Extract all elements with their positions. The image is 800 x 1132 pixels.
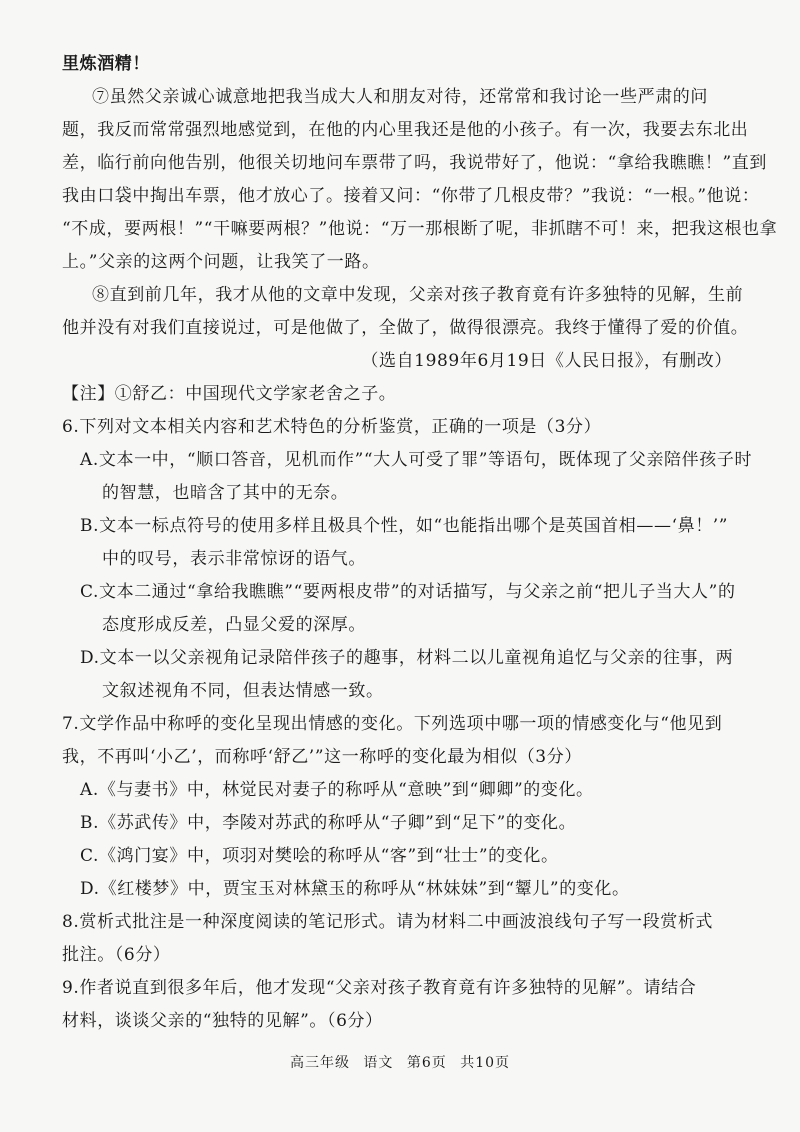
question-stem: 6.下列对文本相关内容和艺术特色的分析鉴赏，正确的一项是（3分） <box>62 417 602 437</box>
option-b: B.文本一标点符号的使用多样且极具个性，如“也能指出哪个是英国首相——‘鼻！’” <box>80 516 729 536</box>
question-stem: 9.作者说直到很多年后，他才发现“父亲对孩子教育竟有许多独特的见解”。请结合 <box>62 978 697 998</box>
option-d-cont: 文叙述视角不同，但表达情感一致。 <box>102 681 384 701</box>
passage-line: 我由口袋中掏出车票，他才放心了。接着又问：“你带了几根皮带？”我说：“一根。”他说： <box>62 186 760 206</box>
passage-line: “不成，要两根！”“干嘛要两根？”他说：“万一那根断了呢，非抓瞎不可！来，把我这根也拿 <box>62 219 778 239</box>
option-b: B.《苏武传》中，李陵对苏武的称呼从“子卿”到“足下”的变化。 <box>80 813 577 833</box>
passage-line: ⑧直到前几年，我才从他的文章中发现，父亲对孩子教育竟有许多独特的见解，生前 <box>92 285 744 305</box>
question-stem-cont: 批注。（6分） <box>62 945 171 965</box>
paragraph-7 <box>62 81 778 279</box>
question-7 <box>62 708 738 906</box>
passage-line: 里炼酒精！ <box>62 54 150 74</box>
question-9 <box>62 972 738 1038</box>
passage-line: 上。”父亲的这两个问题，让我笑了一路。 <box>62 252 380 272</box>
footnote: 【注】①舒乙：中国现代文学家老舍之子。 <box>62 384 397 404</box>
option-d: D.《红楼梦》中，贾宝玉对林黛玉的称呼从“林妹妹”到“颦儿”的变化。 <box>80 879 630 899</box>
paragraph-8 <box>62 279 749 345</box>
passage-line: ⑦虽然父亲诚心诚意地把我当成大人和朋友对待，还常常和我讨论一些严肃的问 <box>92 87 708 107</box>
option-a-cont: 的智慧，也暗含了其中的无奈。 <box>102 483 349 503</box>
passage-line: 差，临行前向他告别，他很关切地问车票带了吗，我说带好了，他说：“拿给我瞧瞧！”直到 <box>62 153 767 173</box>
option-b-cont: 中的叹号，表示非常惊讶的语气。 <box>102 549 366 569</box>
question-stem: 8.赏析式批注是一种深度阅读的笔记形式。请为材料二中画波浪线句子写一段赏析式 <box>62 912 714 932</box>
page-footer: 高三年级 语文 第6页 共10页 <box>289 1055 511 1071</box>
question-8 <box>62 906 738 972</box>
option-a: A.文本一中，“顺口答音，见机而作”“大人可受了罪”等语句，既体现了父亲陪伴孩子时 <box>80 450 753 470</box>
option-c: C.文本二通过“拿给我瞧瞧”“要两根皮带”的对话描写，与父亲之前“把儿子当大人”的 <box>80 582 736 602</box>
source-citation: （选自1989年6月19日《人民日报》，有删改） <box>361 351 732 371</box>
passage-line: 他并没有对我们直接说过，可是他做了，全做了，做得很漂亮。我终于懂得了爱的价值。 <box>62 318 749 338</box>
question-stem-cont: 材料，谈谈父亲的“独特的见解”。（6分） <box>62 1011 383 1031</box>
question-stem: 7.文学作品中称呼的变化呈现出情感的变化。下列选项中哪一项的情感变化与“他见到 <box>62 714 723 734</box>
question-stem-cont: 我，不再叫‘小乙’，而称呼‘舒乙’”这一称呼的变化最为相似（3分） <box>62 747 582 767</box>
option-a: A.《与妻书》中，林觉民对妻子的称呼从“意映”到“卿卿”的变化。 <box>80 780 594 800</box>
option-c-cont: 态度形成反差，凸显父爱的深厚。 <box>102 615 366 635</box>
question-6 <box>62 411 753 708</box>
option-c: C.《鸿门宴》中，项羽对樊哙的称呼从“客”到“壮士”的变化。 <box>80 846 559 866</box>
option-d: D.文本一以父亲视角记录陪伴孩子的趣事，材料二以儿童视角追忆与父亲的往事，两 <box>80 648 734 668</box>
passage-line: 题，我反而常常强烈地感觉到，在他的内心里我还是他的小孩子。有一次，我要去东北出 <box>62 120 749 140</box>
